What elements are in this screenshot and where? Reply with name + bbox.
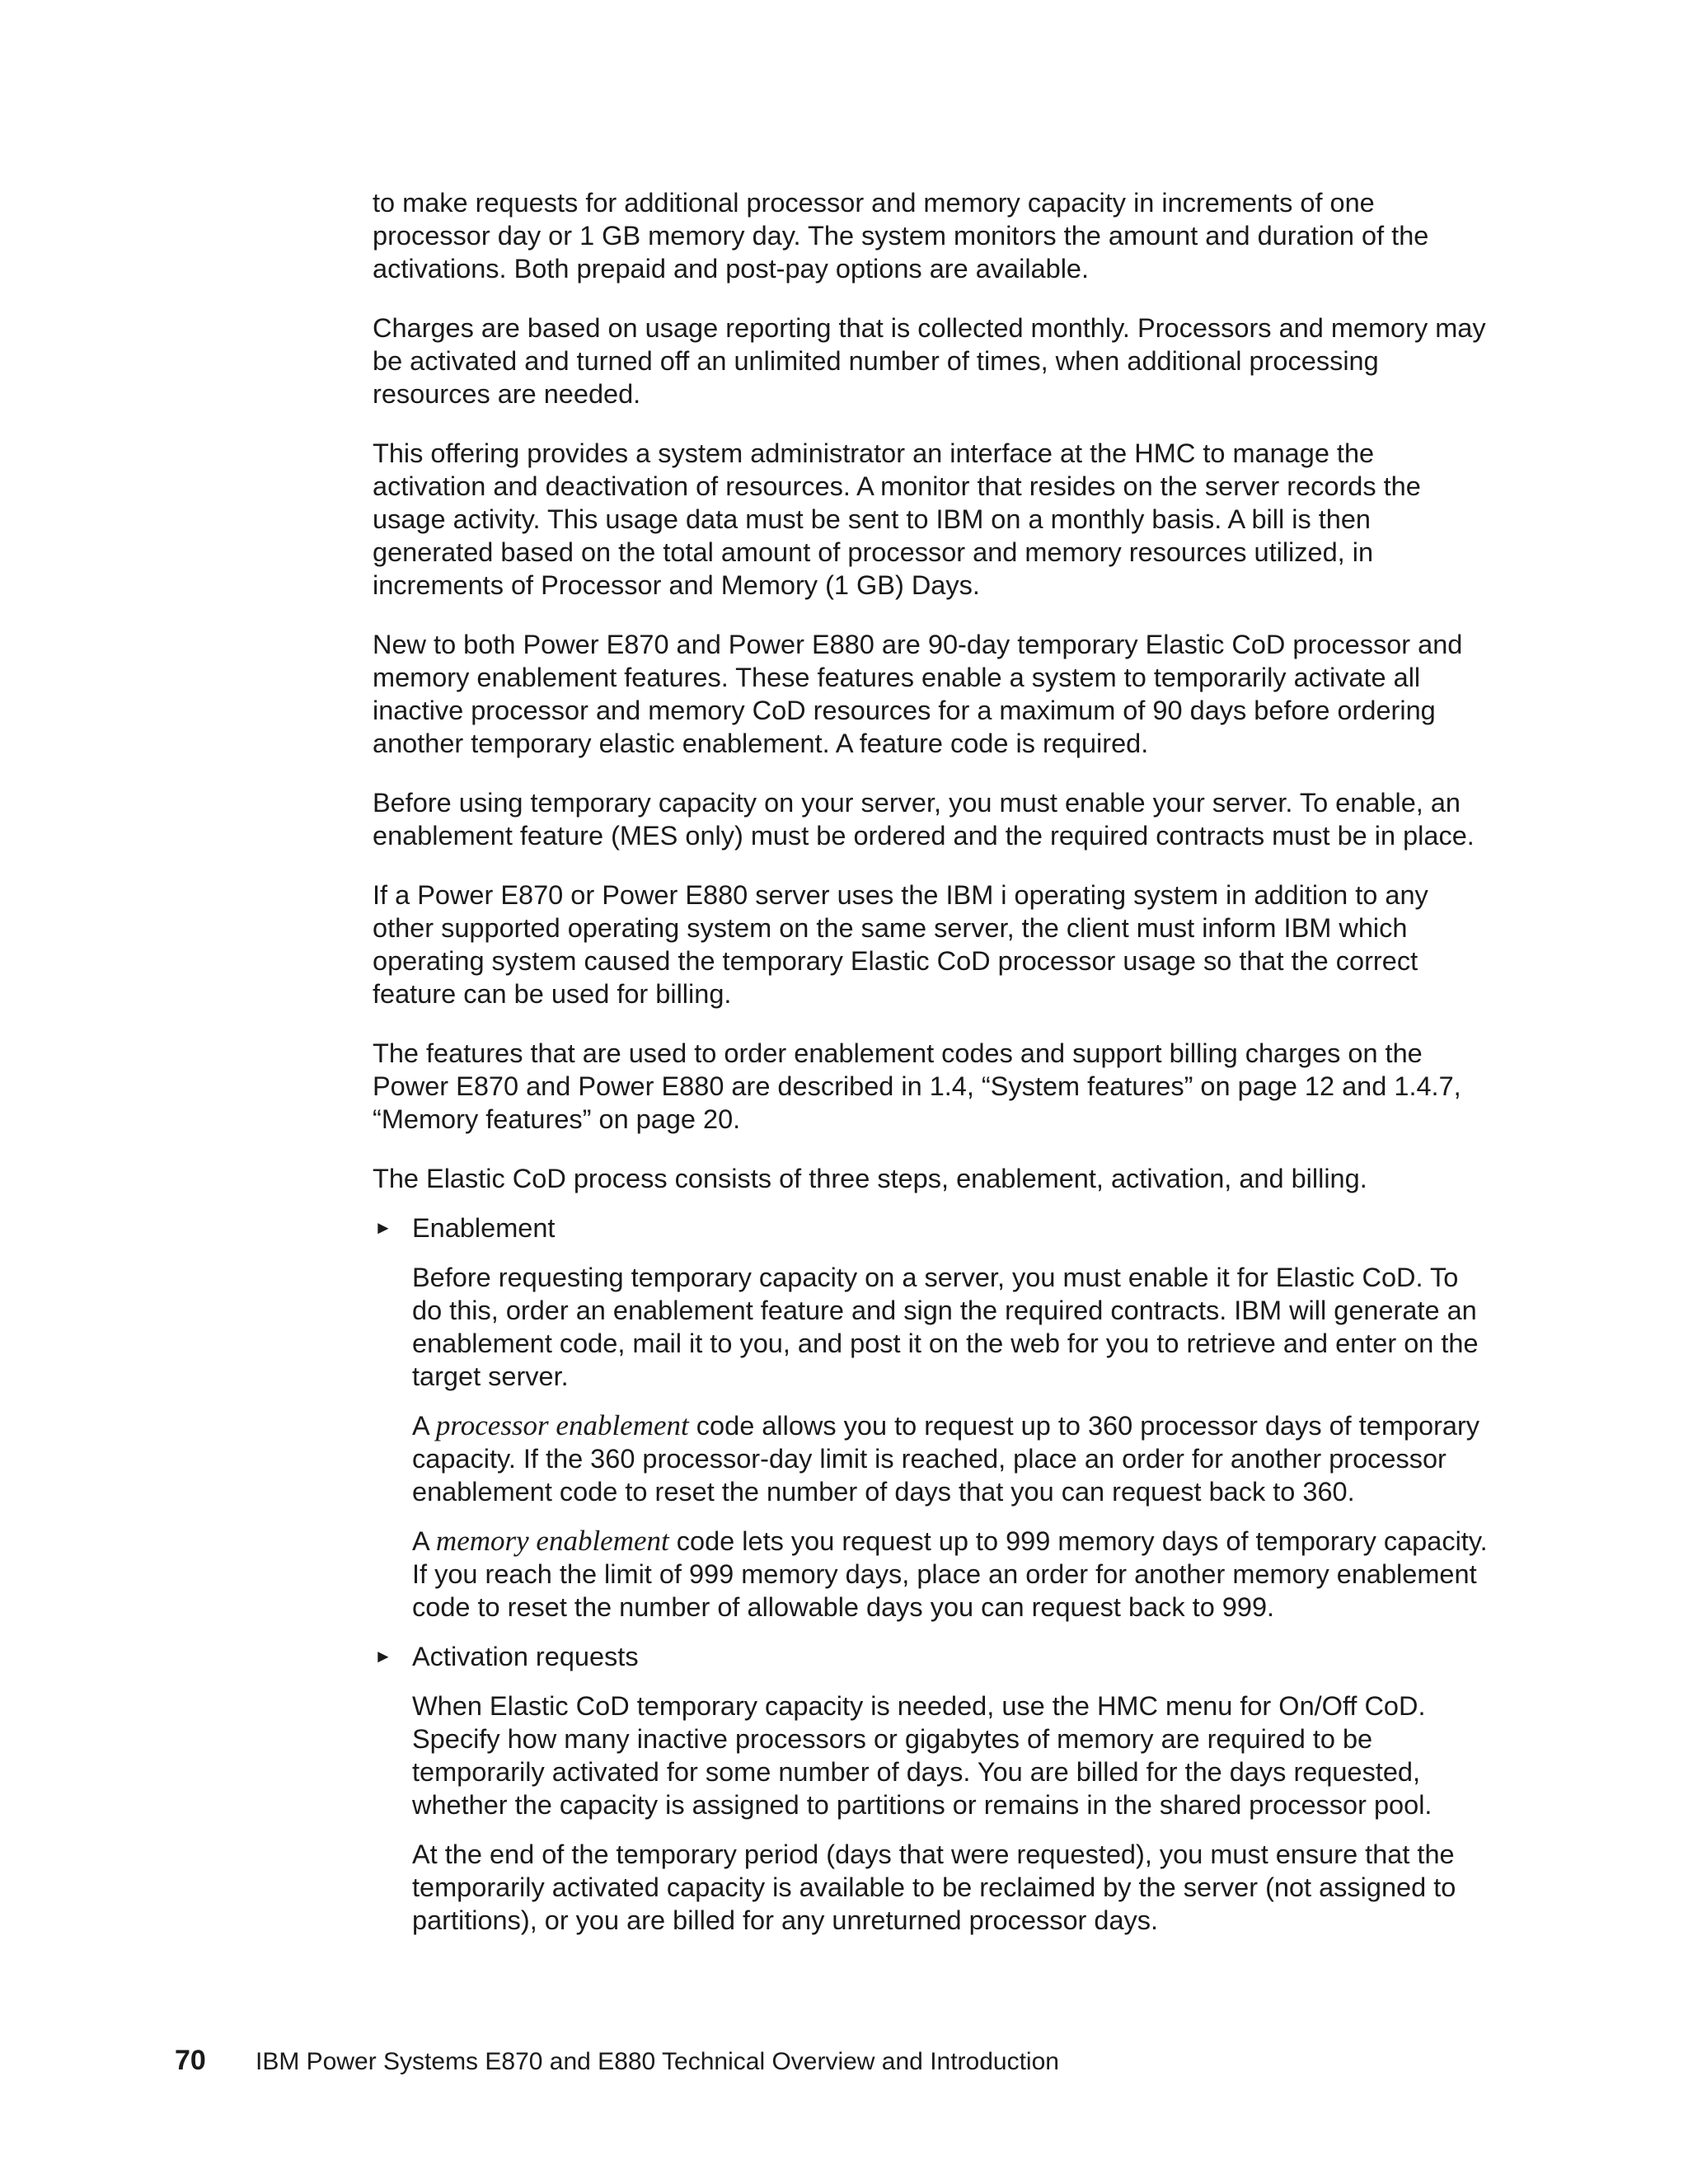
paragraph-hmc-interface: This offering provides a system administrator an interface at the HMC to manage the activation and deactivation of resources. A monitor that resides on the server records the usage activity. This usage data must be sent to IBM on a monthly basis. A bill is then generated based on the total amount of processor and memory resources utilized, in increments of Processor and Memory (1 GB) Days. <box>373 438 1421 600</box>
paragraph-enablement-features: New to both Power E870 and Power E880 are 90-day temporary Elastic CoD processor and memory enablement features. These features enable a system to temporarily activate all inactive processor and memory CoD resources for a maximum of 90 days before ordering another temporary elastic enablement. A feature code is required. <box>373 630 1463 758</box>
processor-enablement-term: processor enablement <box>435 1409 689 1441</box>
paragraph-features-reference: The features that are used to order enablement codes and support billing charges on the Power E870 and Power E880 are described in 1.4, “System features” on page 12 and 1.4.7, “Memory features” on page 20. <box>373 1038 1461 1134</box>
bullet-heading: Enablement <box>412 1213 556 1243</box>
memory-enablement-description: A memory enablement code lets you request up to 999 memory days of temporary capacity. If you reach the limit of 999 memory days, place an order for another memory enablement code to reset the number of allowable days you can request back to 999. <box>412 1525 1488 1622</box>
paragraph-charges: Charges are based on usage reporting that is collected monthly. Processors and memory may be activated and turned off an unlimited number of times, when additional processing resources are needed. <box>373 313 1486 409</box>
paragraph-ibm-i: If a Power E870 or Power E880 server uses the IBM i operating system in addition to any other supported operating system on the same server, the client must inform IBM which operating system caused the temporary Elastic CoD processor usage so that the correct feature can be used for billing. <box>373 880 1428 1009</box>
page-footer <box>175 2044 1059 2079</box>
page-body <box>373 186 1493 1953</box>
paragraph-usage-increments: to make requests for additional processor and memory capacity in increments of one processor day or 1 GB memory day. The system monitors the amount and duration of the activations. Both prepaid and post-pay options are available. <box>373 188 1429 284</box>
paragraph-before-using: Before using temporary capacity on your server, you must enable your server. To enable, an enablement feature (MES only) must be ordered and the required contracts must be in place. <box>373 788 1475 851</box>
enablement-description: Before requesting temporary capacity on a server, you must enable it for Elastic CoD. To do this, order an enablement feature and sign the required contracts. IBM will generate an enablement code, mail it to you, and post it on the web for you to retrieve and enter on the target server. <box>412 1263 1479 1391</box>
bullet-heading: Activation requests <box>412 1642 639 1671</box>
triangle-bullet-icon: ► <box>374 1217 392 1238</box>
book-title: IBM Power Systems E870 and E880 Technical Overview and Introduction <box>256 2048 1059 2075</box>
triangle-bullet-icon: ► <box>374 1646 392 1666</box>
page-number: 70 <box>175 2045 206 2076</box>
activation-description: When Elastic CoD temporary capacity is needed, use the HMC menu for On/Off CoD. Specify how many inactive processors or gigabytes of memory are required to be temporarily activated for some number of days. You are billed for the days requested, whether the capacity is assigned to partitions or remains in the shared processor pool. <box>412 1691 1432 1820</box>
memory-enablement-term: memory enablement <box>435 1525 669 1557</box>
activation-end-period: At the end of the temporary period (days that were requested), you must ensure that the temporarily activated capacity is available to be reclaimed by the server (not assigned to partitions), or you are billed for any unreturned processor days. <box>412 1840 1456 1935</box>
processor-enablement-description: A processor enablement code allows you to request up to 360 processor days of temporary capacity. If the 360 processor-day limit is reached, place an order for another processor enablement code to reset the number of days that you can request back to 360. <box>412 1409 1480 1507</box>
bullet-enablement <box>373 1212 1493 1244</box>
bullet-activation-requests <box>373 1640 1493 1673</box>
paragraph-process-steps: The Elastic CoD process consists of three steps, enablement, activation, and billing. <box>373 1164 1367 1193</box>
